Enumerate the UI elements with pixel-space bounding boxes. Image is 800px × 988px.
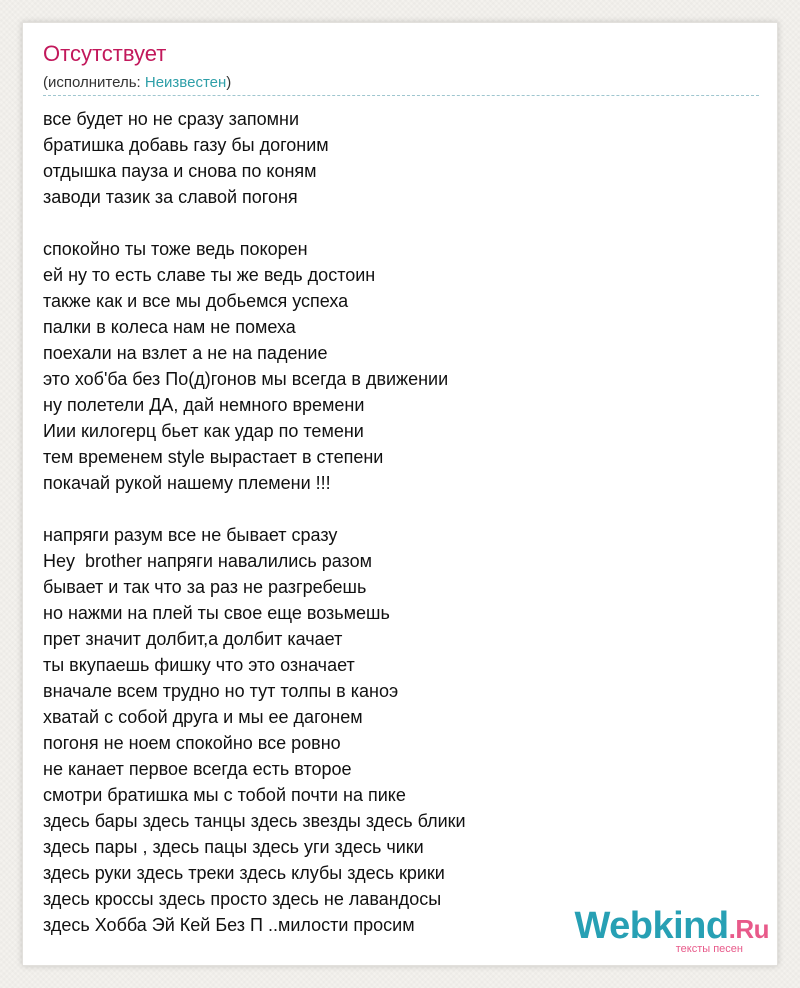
artist-prefix: (исполнитель: bbox=[43, 74, 145, 91]
song-title: Отсутствует bbox=[43, 41, 167, 66]
lyric-line: ну полетели ДА, дай немного времени bbox=[43, 395, 365, 415]
lyric-line: погоня не ноем спокойно все ровно bbox=[43, 733, 341, 753]
divider bbox=[43, 95, 759, 96]
lyric-line: здесь кроссы здесь просто здесь не лавандосы bbox=[43, 889, 442, 909]
lyric-line: это хоб'ба без По(д)гонов мы всегда в движении bbox=[43, 369, 449, 389]
lyric-line: но нажми на плей ты свое еще возьмешь bbox=[43, 603, 390, 623]
lyric-line: хватай с собой друга и мы ее дагонем bbox=[43, 707, 363, 727]
lyric-line: прет значит долбит,а долбит качает bbox=[43, 629, 343, 649]
lyric-line: спокойно ты тоже ведь покорен bbox=[43, 239, 308, 259]
lyric-line: все будет но не сразу запомни bbox=[43, 109, 300, 129]
lyric-line: смотри братишка мы с тобой почти на пике bbox=[43, 785, 406, 805]
lyric-line: Hey brother напряги навалились разом bbox=[43, 551, 372, 571]
lyric-line: здесь Хобба Эй Кей Без П ..милости просим bbox=[43, 915, 415, 935]
lyric-line: ей ну то есть славе ты же ведь достоин bbox=[43, 265, 376, 285]
lyric-line: Иии килогерц бьет как удар по темени bbox=[43, 421, 364, 441]
artist-suffix: ) bbox=[226, 74, 232, 91]
lyric-line: здесь пары , здесь пацы здесь уги здесь чики bbox=[43, 837, 424, 857]
lyric-line: братишка добавь газу бы догоним bbox=[43, 135, 329, 155]
site-logo[interactable] bbox=[574, 907, 769, 955]
lyric-line: не канает первое всегда есть второе bbox=[43, 759, 352, 779]
lyric-line: тем временем style вырастает в степени bbox=[43, 447, 384, 467]
lyrics-card bbox=[22, 22, 778, 966]
logo-wordmark bbox=[574, 907, 769, 945]
lyrics-body bbox=[43, 106, 466, 938]
logo-tagline: тексты песен bbox=[675, 943, 743, 955]
logo-tld: Ru bbox=[735, 914, 769, 944]
song-artist-line bbox=[43, 74, 231, 91]
logo-dot: . bbox=[728, 914, 736, 944]
lyric-line: здесь бары здесь танцы здесь звезды здесь блики bbox=[43, 811, 466, 831]
lyric-line: покачай рукой нашему племени !!! bbox=[43, 473, 331, 493]
lyric-line: здесь руки здесь треки здесь клубы здесь крики bbox=[43, 863, 445, 883]
lyric-line: ты вкупаешь фишку что это означает bbox=[43, 655, 355, 675]
lyric-line: палки в колеса нам не помеха bbox=[43, 317, 296, 337]
lyric-line: бывает и так что за раз не разгребешь bbox=[43, 577, 367, 597]
lyric-line: вначале всем трудно но тут толпы в каноэ bbox=[43, 681, 399, 701]
logo-name: Webkind bbox=[574, 905, 729, 947]
lyric-line: отдышка пауза и снова по коням bbox=[43, 161, 317, 181]
stanza-break bbox=[43, 496, 466, 522]
lyric-line: поехали на взлет а не на падение bbox=[43, 343, 328, 363]
stanza-break bbox=[43, 210, 466, 236]
lyric-line: напряги разум все не бывает сразу bbox=[43, 525, 338, 545]
lyric-line: также как и все мы добьемся успеха bbox=[43, 291, 349, 311]
lyric-line: заводи тазик за славой погоня bbox=[43, 187, 298, 207]
artist-link[interactable]: Неизвестен bbox=[144, 74, 227, 91]
